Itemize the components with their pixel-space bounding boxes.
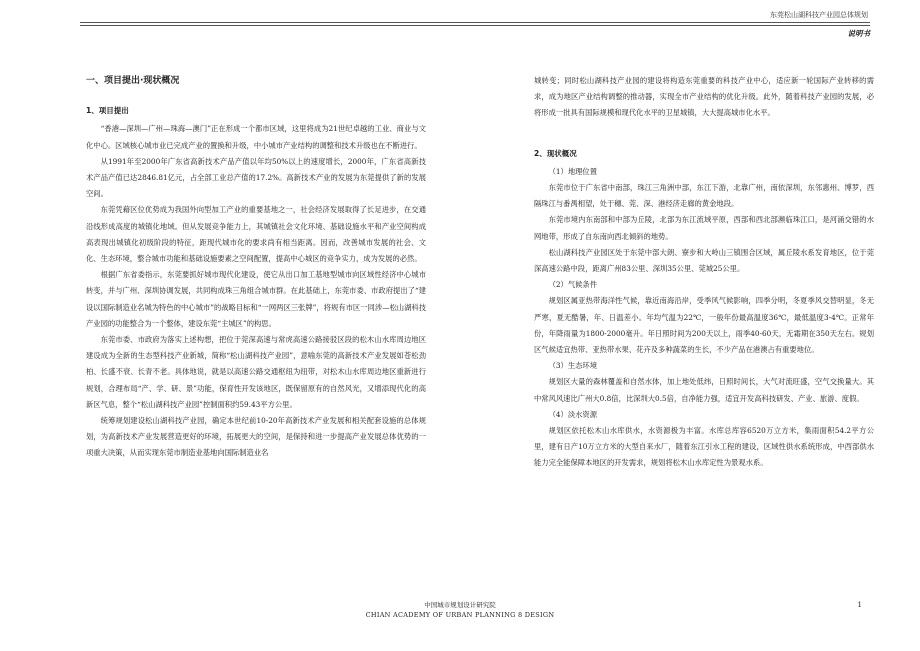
footer-organization-cn: 中国城市规划设计研究院	[424, 601, 496, 609]
document-header-title: 东莞松山湖科技产业园总体规划	[770, 11, 868, 19]
paragraph: 根据广东省委指示，东莞要抓好城市现代化建设，使它从出口加工基地型城市向区域性经济中心城市转变，并与广州、深圳协调发展，共同构成珠三角组合城市群。在此基础上，东莞市委、市政府提出了“建设以国际制造业名城为特色的中心城市”的战略目标和“一网两区三张牌”，将规有市区一同涉—松山湖科技产业园的功能整合为一个整体，建设东莞“主城区”的构思。	[86, 270, 426, 328]
subsection-heading-project: 1、项目提出	[86, 106, 129, 116]
paragraph: 从1991年至2000年广东省高新技术产品产值以年均50%以上的速度增长，2000年，广东省高新技术产品产值已达2846.81亿元，占全部工业总产值的17.2%。高新技术产业的发展为东莞提供了新的发展空间。	[86, 156, 426, 199]
paragraph: 规划区依托松木山水库供水，水资源极为丰富。水库总库容6520万立方米，集雨面积54.2平方公里，建有日产10万立方米的大型自来水厂，随着东江引水工程的建设，区域性供水系统形成，中西部供水能力完全能保障本地区的开发需求，规划将松木山水库定性为景观水系。	[534, 426, 874, 468]
paragraph: 东莞市位于广东省中南部，珠江三角洲中部，东江下游，北靠广州，南依深圳，东邻惠州、博罗，西隔珠江与番禺相望，处于穗、莞、深、港经济走廊的黄金地段。	[534, 183, 874, 209]
item-heading-climate: （2）气候条件	[548, 280, 598, 290]
paragraph: 统筹规划建设松山湖科技产业园，确定本世纪前10-20年高新技术产业发展和相关配套设施的总体规划，为高新技术产业发展营造更好的环境，拓展更大的空间，是保持和进一步提高产业发展总体优势的一项重大决策，从而实现东莞市制造业基地向国际制造业名	[86, 416, 426, 458]
paragraph-continued: 城转变；同时松山湖科技产业园的建设将构造东莞重要的科技产业中心，适应新一轮国际产业转移的需求，成为地区产业结构调整的推动器，实现全市产业结构的优化升级。此外，随着科技产业园的发展，必将形成一批具有国际规模和现代化水平的卫星城镇，大大提高城市化水平。	[534, 76, 874, 118]
header-rule-top	[80, 22, 870, 23]
header-rule-bottom	[80, 25, 870, 26]
item-heading-location: （1）地理位置	[548, 166, 598, 176]
section-title: 一、项目提出·现状概况	[86, 76, 180, 86]
paragraph: 松山湖科技产业园区处于东莞中部大朗、寮步和大岭山三镇围合区域，属丘陵水系发育地区，位于莞深高速公路中段，距离广州83公里、深圳35公里、莞城25公里。	[534, 247, 874, 274]
right-column	[534, 73, 874, 472]
footer-organization-en: CHIAN ACADEMY OF URBAN PLANNING 8 DESIGN	[365, 611, 555, 619]
document-header-subtitle: 说明书	[847, 29, 870, 38]
page-number: 1	[857, 601, 862, 609]
paragraph: 规划区大量的森林覆盖和自然水体，加上地处低纬，日照时间长，大气对流旺盛，空气交换量大。其中常风风速比广州大0.8倍，比深圳大0.5倍，自净能力强，适宜开发高科技研发、产业、旅游、度假。	[534, 377, 874, 403]
subsection-heading-status: 2、现状概况	[534, 148, 577, 158]
paragraph: 东莞市境内东南部和中部为丘陵，北部为东江流域平原，西部和西北部濒临珠江口，是河涌交错的水网地带，形成了自东南向西北倾斜的地势。	[534, 215, 874, 241]
left-column	[86, 73, 426, 462]
item-heading-water: （4）淡水资源	[548, 409, 598, 419]
paragraph: 规划区属亚热带海洋性气候，靠近南海沿岸，受季风气候影响，四季分明，冬夏季风交替明显，冬无严寒，夏无酷暑，年、日温差小。年均气温为22℃，一般年份最高温度36℃，最低温度3-4℃。正常年份，年降雨量为1800-2000毫升。年日照时间为200天以上，雨季40-60天，无霜期在350天左右。规划区气候适宜热带、亚热带水果、花卉及多种蔬菜的生长，不少产品在港澳占有重要地位。	[534, 296, 874, 355]
paragraph: 东莞凭藉区位优势成为我国外向型加工产业的重要基地之一，社会经济发展取得了长足进步，在交通沿线形成高度的城镇化地域。但从发展竞争能力上，其城镇社会文化环境、基础设施水平和产业空间构成高表现出城镇化初级阶段的特征，距现代城市化的要求尚有相当距离。因而，改善城市发展的社会、文化、生态环境，整合城市功能和基础设施要素之空间配置，提高中心城区的竞争实力，成为发展的必然。	[86, 205, 426, 264]
item-heading-ecology: （3）生态环境	[548, 361, 598, 371]
paragraph: “香港—深圳—广州—珠海—澳门”正在形成一个都市区域，这里将成为21世纪卓越的工业、商业与文化中心。区域核心城市业已完成产业的置换和升级，中小城市产业结构的调整和技术升级也在不断进行。	[86, 124, 426, 150]
paragraph: 东莞市委、市政府为落实上述构想，把位于莞深高速与常虎高速公路接驳区段的松木山水库周边地区建设成为全新的生态型科技产业新城，简称“松山湖科技产业园”，意喻东莞的高新技术产业发展如苍松劲柏、长盛不衰、长青不老。具体地说，就是以高速公路交通枢纽为纽带，对松木山水库周边地区重新进行规划，合理布局“产、学、研、景”功能，保育性开发该地区，既保留原有的自然风光，又增添现代化的高新区气息，整个“松山湖科技产业园”控制面积约59.43平方公里。	[86, 335, 426, 409]
